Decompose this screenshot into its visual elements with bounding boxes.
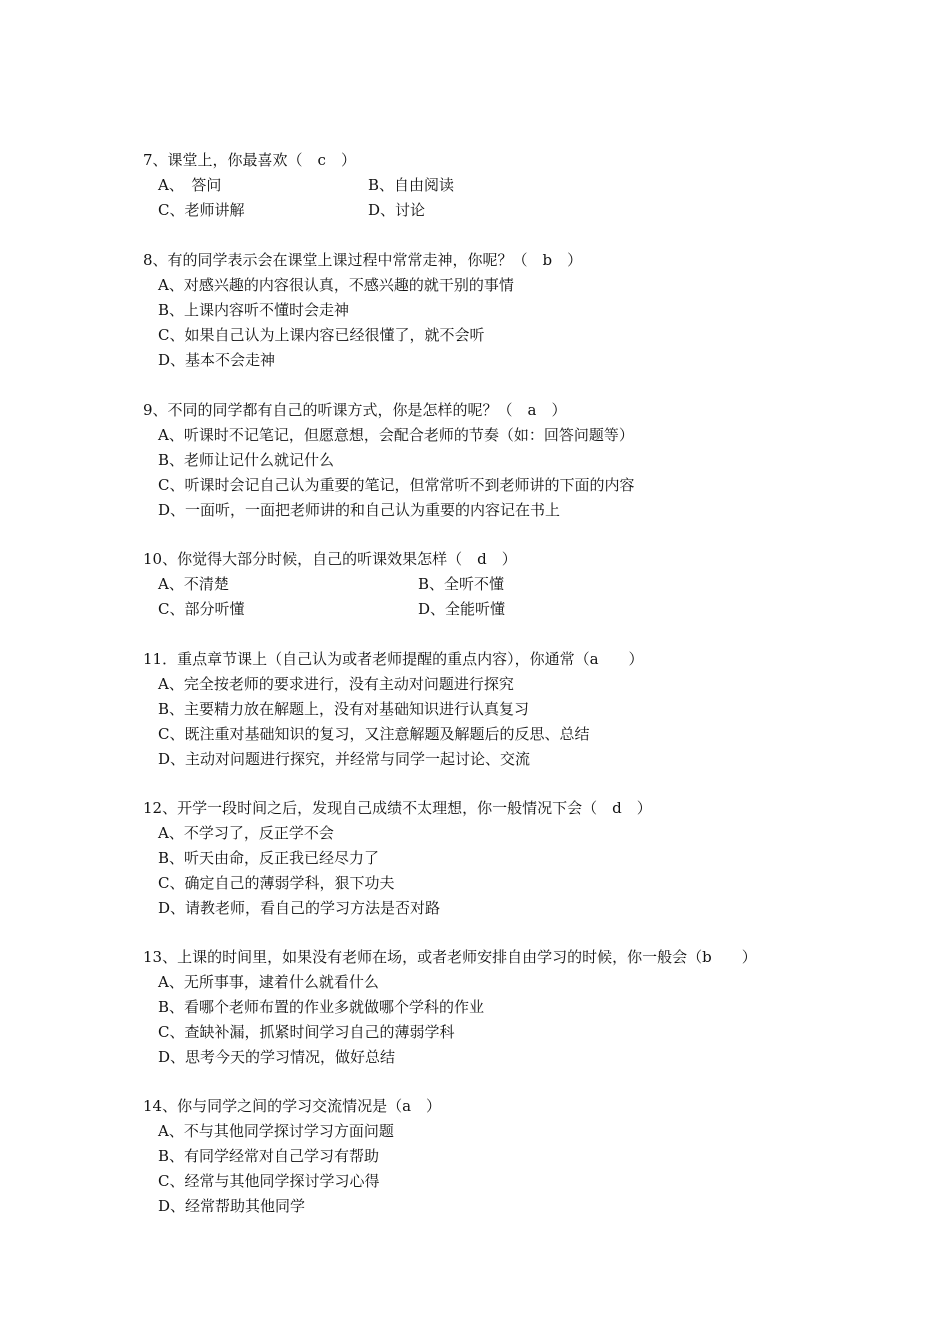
option-b: B、主要精力放在解题上，没有对基础知识进行认真复习 [158,700,530,718]
question-stem: 11．重点章节课上（自己认为或者老师提醒的重点内容），你通常（a ） [143,650,644,668]
question-stem: 7、课堂上，你最喜欢（ c ） [143,151,356,169]
option-b: B、老师让记什么就记什么 [158,451,335,469]
option-a: A、不清楚 [158,575,229,593]
option-d: D、讨论 [368,201,426,219]
option-c: C、部分听懂 [158,600,245,618]
question-10 [143,547,843,622]
option-row [143,173,843,198]
option-d: D、全能听懂 [418,600,506,618]
option-c: C、经常与其他同学探讨学习心得 [158,1172,380,1190]
option-c: C、如果自己认为上课内容已经很懂了，就不会听 [158,326,485,344]
option-a: A、对感兴趣的内容很认真，不感兴趣的就干别的事情 [158,276,514,294]
question-stem: 14、你与同学之间的学习交流情况是（a ） [143,1097,442,1115]
option-a: A、完全按老师的要求进行，没有主动对问题进行探究 [158,675,514,693]
option-d: D、思考今天的学习情况，做好总结 [158,1048,396,1066]
option-b: B、听天由命，反正我已经尽力了 [158,849,380,867]
question-14 [143,1094,843,1219]
question-12 [143,796,843,921]
option-d: D、一面听，一面把老师讲的和自己认为重要的内容记在书上 [158,501,561,519]
question-stem: 8、有的同学表示会在课堂上课过程中常常走神，你呢？（ b ） [143,251,583,269]
option-row [143,198,843,223]
option-c: C、确定自己的薄弱学科，狠下功夫 [158,874,395,892]
option-d: D、请教老师，看自己的学习方法是否对路 [158,899,441,917]
option-row [143,572,843,597]
question-11 [143,647,843,772]
option-a: A、不学习了，反正学不会 [158,824,334,842]
option-b: B、上课内容听不懂时会走神 [158,301,350,319]
question-7 [143,148,843,223]
question-stem: 9、不同的同学都有自己的听课方式，你是怎样的呢？（ a ） [143,401,567,419]
option-c: C、老师讲解 [158,201,245,219]
option-a: A、听课时不记笔记，但愿意想，会配合老师的节奏（如：回答问题等） [158,426,634,444]
option-a: A、不与其他同学探讨学习方面问题 [158,1122,394,1140]
question-stem: 12、开学一段时间之后，发现自己成绩不太理想，你一般情况下会（ d ） [143,799,652,817]
option-c: C、听课时会记自己认为重要的笔记，但常常听不到老师讲的下面的内容 [158,476,635,494]
option-a: A、 答问 [158,176,222,194]
question-9 [143,398,843,523]
option-b: B、全听不懂 [418,575,505,593]
option-c: C、查缺补漏，抓紧时间学习自己的薄弱学科 [158,1023,455,1041]
question-8 [143,248,843,373]
question-stem: 13、上课的时间里，如果没有老师在场，或者老师安排自由学习的时候，你一般会（b ） [143,948,757,966]
option-a: A、无所事事，逮着什么就看什么 [158,973,379,991]
option-row [143,597,843,622]
option-d: D、经常帮助其他同学 [158,1197,306,1215]
question-13 [143,945,843,1070]
question-stem: 10、你觉得大部分时候，自己的听课效果怎样（ d ） [143,550,517,568]
option-d: D、主动对问题进行探究，并经常与同学一起讨论、交流 [158,750,531,768]
option-d: D、基本不会走神 [158,351,276,369]
option-c: C、既注重对基础知识的复习，又注意解题及解题后的反思、总结 [158,725,590,743]
option-b: B、有同学经常对自己学习有帮助 [158,1147,380,1165]
option-b: B、看哪个老师布置的作业多就做哪个学科的作业 [158,998,485,1016]
option-b: B、自由阅读 [368,176,455,194]
